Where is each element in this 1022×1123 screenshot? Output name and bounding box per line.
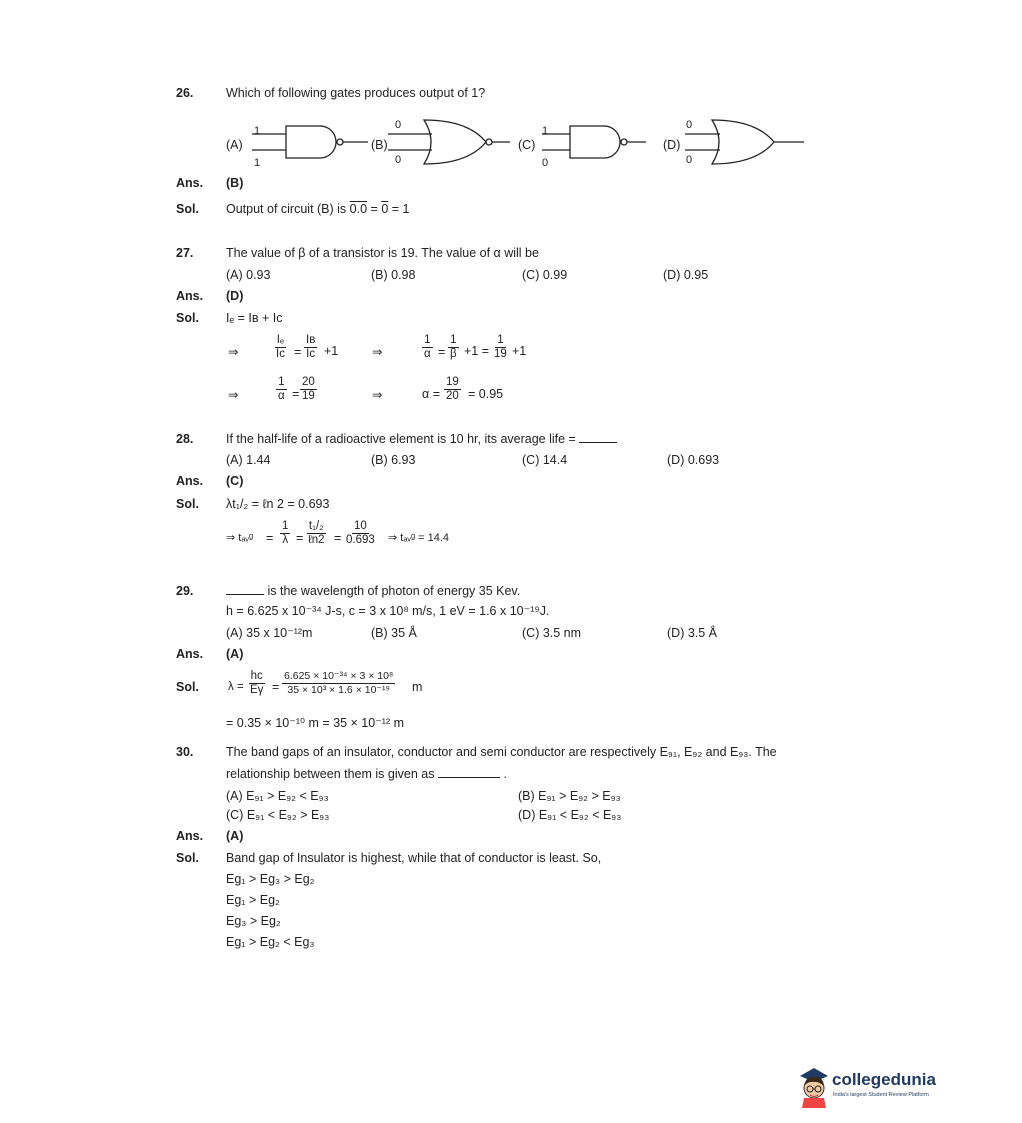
logic-gates-figure xyxy=(220,112,810,172)
fraction: $\frac{1}{\alpha}$ xyxy=(424,334,431,360)
answer-label: Ans. xyxy=(176,176,204,190)
gate-input: 1 xyxy=(254,125,261,137)
question-number: 28. xyxy=(176,432,194,446)
option-b: (B) 35 Å xyxy=(371,626,417,640)
fraction: $\frac{20}{19}$ xyxy=(302,376,315,402)
solution-line: Band gap of Insulator is highest, while that of conductor is least. So, xyxy=(226,851,602,865)
gate-input: 0 xyxy=(686,119,693,131)
fraction: $\frac{\text{6.625 × 10⁻³⁴ × 3 × 10⁸}}{\text{35 × 10³ × 1.6 × 10⁻¹⁹}}$ xyxy=(284,670,394,696)
lambda-equals: λ = xyxy=(228,681,244,693)
answer-value: (D) xyxy=(226,289,244,303)
solution-text: Output of circuit (B) is 0.0 = 0 = 1 xyxy=(226,202,410,216)
brand-name: collegedunia xyxy=(832,1070,936,1089)
solution-line: Eg₁ > Eg₂ < Eg₃ xyxy=(226,935,315,949)
alpha-equals: α = xyxy=(422,387,440,401)
fraction: $\frac{\text{Iʙ}}{\text{Iᴄ}}$ xyxy=(306,334,316,360)
gate-input: 0 xyxy=(542,157,549,169)
gate-label: (A) xyxy=(226,138,243,152)
implies-arrow: ⇒ xyxy=(228,345,239,359)
option-c: (C) E₉₁ < E₉₂ > E₉₃ xyxy=(226,808,330,822)
option-a: (A) 0.93 xyxy=(226,268,271,282)
implies-arrow: ⇒ xyxy=(228,388,239,402)
answer-label: Ans. xyxy=(176,289,204,303)
option-b: (B) 6.93 xyxy=(371,453,416,467)
equals: = xyxy=(334,531,342,545)
question-text: relationship between them is given as . xyxy=(226,767,507,781)
option-c: (C) 14.4 xyxy=(522,453,568,467)
solution-line: Eg₃ > Eg₂ xyxy=(226,914,281,928)
answer-label: Ans. xyxy=(176,647,204,661)
option-d: (D) 0.95 xyxy=(663,268,709,282)
question-number: 30. xyxy=(176,745,194,759)
answer-label: Ans. xyxy=(176,474,204,488)
solution-equation: Iₑ = Iʙ + Iᴄ xyxy=(226,311,283,325)
question-text: The band gaps of an insulator, conductor and semi conductor are respectively E₉₁, E₉₂ and E₉₃. The xyxy=(226,745,777,759)
question-number: 29. xyxy=(176,584,194,598)
equals: = xyxy=(272,680,280,694)
equals: = xyxy=(296,531,304,545)
question-text: Which of following gates produces output of 1? xyxy=(226,86,486,100)
equals: = xyxy=(266,531,274,545)
nor-gate-b-icon xyxy=(424,120,486,164)
option-b: (B) E₉₁ > E₉₂ > E₉₃ xyxy=(518,789,621,803)
plus-one: +1 xyxy=(324,344,339,358)
option-a: (A) 1.44 xyxy=(226,453,271,467)
answer-value: (A) xyxy=(226,647,244,661)
question-text: If the half-life of a radioactive element is 10 hr, its average life = xyxy=(226,432,617,447)
answer-value: (B) xyxy=(226,176,244,190)
result: ⇒ tₐᵥᵍ = 14.4 xyxy=(388,532,450,544)
plus-one: +1 xyxy=(512,344,527,358)
unit: m xyxy=(412,680,423,694)
gate-input: 1 xyxy=(542,125,549,137)
equals: = xyxy=(438,345,446,359)
question-number: 27. xyxy=(176,246,194,260)
option-c: (C) 3.5 nm xyxy=(522,626,582,640)
question-text: The value of β of a transistor is 19. The value of α will be xyxy=(226,246,539,260)
solution-label: Sol. xyxy=(176,311,199,325)
gate-input: 0 xyxy=(395,154,402,166)
fraction: $\frac{1}{\alpha}$ xyxy=(278,376,285,402)
fraction: $\frac{\text{Iₑ}}{\text{Iᴄ}}$ xyxy=(276,334,285,360)
implies-arrow: ⇒ xyxy=(372,388,383,402)
fraction: $\frac{1}{\beta}$ xyxy=(450,334,457,360)
fraction: t₁/₂ ℓn2 xyxy=(308,520,325,546)
question-text: is the wavelength of photon of energy 35 Kev. xyxy=(226,584,520,599)
gate-label: (B) xyxy=(371,138,388,152)
option-c: (C) 0.99 xyxy=(522,268,568,282)
implies-arrow: ⇒ xyxy=(372,345,383,359)
or-gate-d-icon xyxy=(712,120,774,164)
solution-line: Eg₁ > Eg₃ > Eg₂ xyxy=(226,872,315,886)
t-avg: ⇒ tₐᵥᵍ xyxy=(226,532,254,544)
gate-input: 0 xyxy=(686,154,693,166)
gate-input: 1 xyxy=(254,157,261,169)
nand-gate-a-icon xyxy=(286,126,336,158)
result: = 0.35 × 10⁻¹⁰ m = 35 × 10⁻¹² m xyxy=(226,716,405,730)
answer-label: Ans. xyxy=(176,829,204,843)
answer-value: (C) xyxy=(226,474,244,488)
gate-input: 0 xyxy=(395,119,402,131)
solution-equation: λt₁/₂ = ℓn 2 = 0.693 xyxy=(226,497,330,511)
and-gate-c-icon xyxy=(570,126,620,158)
option-b: (B) 0.98 xyxy=(371,268,416,282)
gate-label: (D) xyxy=(663,138,681,152)
equals: = xyxy=(292,387,300,401)
question-number: 26. xyxy=(176,86,194,100)
fraction: $\frac{10}{0.693}$ xyxy=(346,520,375,546)
result: = 0.95 xyxy=(468,387,504,401)
option-a: (A) E₉₁ > E₉₂ < E₉₃ xyxy=(226,789,329,803)
brand-tagline: India's largest Student Review Platform xyxy=(833,1092,929,1098)
plus-one: +1 = xyxy=(464,344,490,358)
student-mascot-icon xyxy=(796,1064,832,1108)
option-d: (D) 3.5 Å xyxy=(667,626,718,640)
collegedunia-logo[interactable] xyxy=(796,1064,936,1110)
option-d: (D) E₉₁ < E₉₂ < E₉₃ xyxy=(518,808,622,822)
fraction: $\frac{1}{19}$ xyxy=(494,334,507,360)
solution-label: Sol. xyxy=(176,851,199,865)
solution-label: Sol. xyxy=(176,680,199,694)
fraction: $\frac{hc}{E\gamma}$ xyxy=(250,670,264,696)
fraction: $\frac{19}{20}$ xyxy=(446,376,459,402)
constants: h = 6.625 x 10⁻³⁴ J-s, c = 3 x 10⁸ m/s, 1 eV = 1.6 x 10⁻¹⁹J. xyxy=(226,604,550,618)
solution-line: Eg₁ > Eg₂ xyxy=(226,893,280,907)
solution-label: Sol. xyxy=(176,202,199,216)
solution-label: Sol. xyxy=(176,497,199,511)
answer-value: (A) xyxy=(226,829,244,843)
gate-label: (C) xyxy=(518,138,536,152)
fraction: $\frac{1}{\lambda}$ xyxy=(282,520,289,546)
option-a: (A) 35 x 10⁻¹²m xyxy=(226,626,313,640)
option-d: (D) 0.693 xyxy=(667,453,720,467)
equals: = xyxy=(294,345,302,359)
